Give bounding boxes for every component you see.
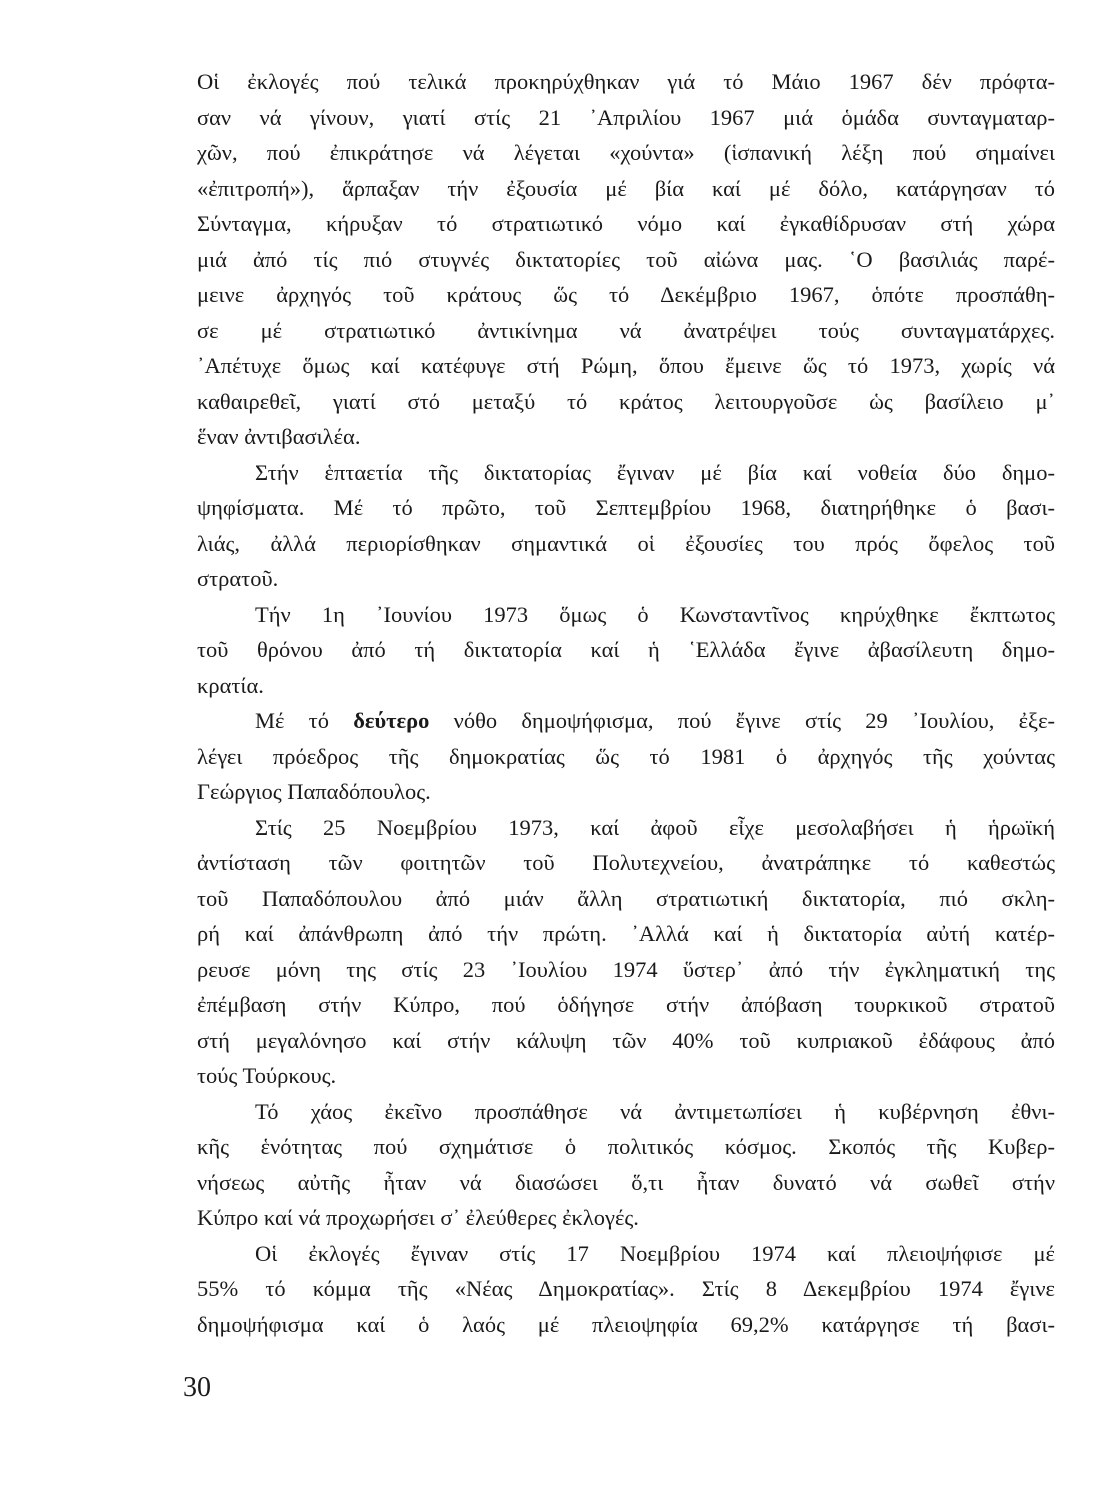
text-line: Κύπρο καί νά προχωρήσει σ᾽ ἐλεύθερες ἐκλογές. [197, 1205, 639, 1230]
text-line: κρατία. [197, 672, 264, 698]
text-line: ρή καί ἀπάνθρωπη ἀπό τήν πρώτη. ᾽Αλλά καί ἡ δικτατορία αὐτή κατέρ- [197, 921, 1055, 946]
text-line: ἐπέμβαση στήν Κύπρο, πού ὁδήγησε στήν ἀπόβαση τουρκικοῦ στρατοῦ [197, 992, 1055, 1017]
text-line-with-bold [255, 705, 1055, 737]
bold-word: δεύτερο [353, 708, 430, 733]
text-line: Στήν ἑπταετία τῆς δικτατορίας ἔγιναν μέ βία καί νοθεία δύο δημο- [255, 459, 1055, 485]
text-line: στρατοῦ. [197, 566, 279, 591]
text-span: νόθο δημοψήφισμα, πού ἔγινε στίς 29 ᾽Ιουλίου, ἐξε- [453, 708, 1056, 733]
text-line: Τό χάος ἐκεῖνο προσπάθησε νά ἀντιμετωπίσει ἡ κυβέρνηση ἐθνι- [255, 1098, 1055, 1124]
text-line: 55% τό κόμμα τῆς «Νέας Δημοκρατίας». Στίς 8 Δεκεμβρίου 1974 ἔγινε [197, 1276, 1055, 1301]
text-line: Γεώργιος Παπαδόπουλος. [197, 779, 431, 804]
text-line: ᾽Απέτυχε ὅμως καί κατέφυγε στή Ρώμη, ὅπου ἔμεινε ὥς τό 1973, χωρίς νά [197, 353, 1055, 378]
text-line: Οἱ ἐκλογές ἔγιναν στίς 17 Νοεμβρίου 1974 καί πλειοψήφισε μέ [255, 1240, 1055, 1266]
text-line: λέγει πρόεδρος τῆς δημοκρατίας ὥς τό 1981 ὁ ἀρχηγός τῆς χούντας [197, 743, 1055, 769]
text-line: τούς Τούρκους. [197, 1063, 337, 1088]
page-number: 30 [183, 1372, 211, 1403]
text-line: ἕναν ἀντιβασιλέα. [197, 424, 361, 449]
text-line: σε μέ στρατιωτικό ἀντικίνημα νά ἀνατρέψει τούς συνταγματάρχες. [197, 317, 1055, 343]
text-line: λιάς, ἀλλά περιορίσθηκαν σημαντικά οἱ ἐξουσίες του πρός ὄφελος τοῦ [197, 530, 1055, 556]
text-line: Τήν 1η ᾽Ιουνίου 1973 ὅμως ὁ Κωνσταντῖνος κηρύχθηκε ἔκπτωτος [255, 601, 1055, 627]
text-span: Μέ τό [255, 708, 329, 733]
text-line: Στίς 25 Νοεμβρίου 1973, καί ἀφοῦ εἶχε μεσολαβήσει ἡ ἡρωϊκή [255, 814, 1055, 840]
text-line: Σύνταγμα, κήρυξαν τό στρατιωτικό νόμο καί ἐγκαθίδρυσαν στή χώρα [197, 211, 1055, 236]
text-line: μεινε ἀρχηγός τοῦ κράτους ὥς τό Δεκέμβριο 1967, ὁπότε προσπάθη- [197, 282, 1055, 307]
text-line: νήσεως αὐτῆς ἦταν νά διασώσει ὅ,τι ἦταν δυνατό νά σωθεῖ στήν [197, 1169, 1055, 1195]
text-line: Οἱ ἐκλογές πού τελικά προκηρύχθηκαν γιά τό Μάιο 1967 δέν πρόφτα- [197, 69, 1055, 94]
text-line: μιά ἀπό τίς πιό στυγνές δικτατορίες τοῦ αἰώνα μας. ῾Ο βασιλιάς παρέ- [197, 246, 1055, 272]
text-line: «ἐπιτροπή»), ἅρπαξαν τήν ἐξουσία μέ βία καί μέ δόλο, κατάργησαν τό [197, 175, 1055, 201]
text-line: τοῦ θρόνου ἀπό τή δικτατορία καί ἡ ῾Ελλάδα ἔγινε ἀβασίλευτη δημο- [197, 637, 1055, 662]
text-line: σαν νά γίνουν, γιατί στίς 21 ᾽Απριλίου 1967 μιά ὁμάδα συνταγματαρ- [197, 104, 1055, 130]
text-line: τοῦ Παπαδόπουλου ἀπό μιάν ἄλλη στρατιωτική δικτατορία, πιό σκλη- [197, 885, 1055, 911]
text-line: στή μεγαλόνησο καί στήν κάλυψη τῶν 40% τοῦ κυπριακοῦ ἐδάφους ἀπό [197, 1027, 1055, 1053]
text-line: ψηφίσματα. Μέ τό πρῶτο, τοῦ Σεπτεμβρίου 1968, διατηρήθηκε ὁ βασι- [197, 495, 1055, 520]
text-line: ἀντίσταση τῶν φοιτητῶν τοῦ Πολυτεχνείου, ἀνατράπηκε τό καθεστώς [197, 850, 1055, 875]
text-line: καθαιρεθεῖ, γιατί στό μεταξύ τό κράτος λειτουργοῦσε ὡς βασίλειο μ᾽ [197, 388, 1055, 414]
text-line: κῆς ἑνότητας πού σχημάτισε ὁ πολιτικός κόσμος. Σκοπός τῆς Κυβερ- [197, 1134, 1055, 1159]
text-line: δημοψήφισμα καί ὁ λαός μέ πλειοψηφία 69,2% κατάργησε τή βασι- [197, 1311, 1055, 1337]
text-line: ρευσε μόνη της στίς 23 ᾽Ιουλίου 1974 ὕστερ᾽ ἀπό τήν ἐγκληματική της [197, 956, 1055, 982]
text-line: χῶν, πού ἐπικράτησε νά λέγεται «χούντα» (ἱσπανική λέξη πού σημαίνει [197, 140, 1055, 165]
